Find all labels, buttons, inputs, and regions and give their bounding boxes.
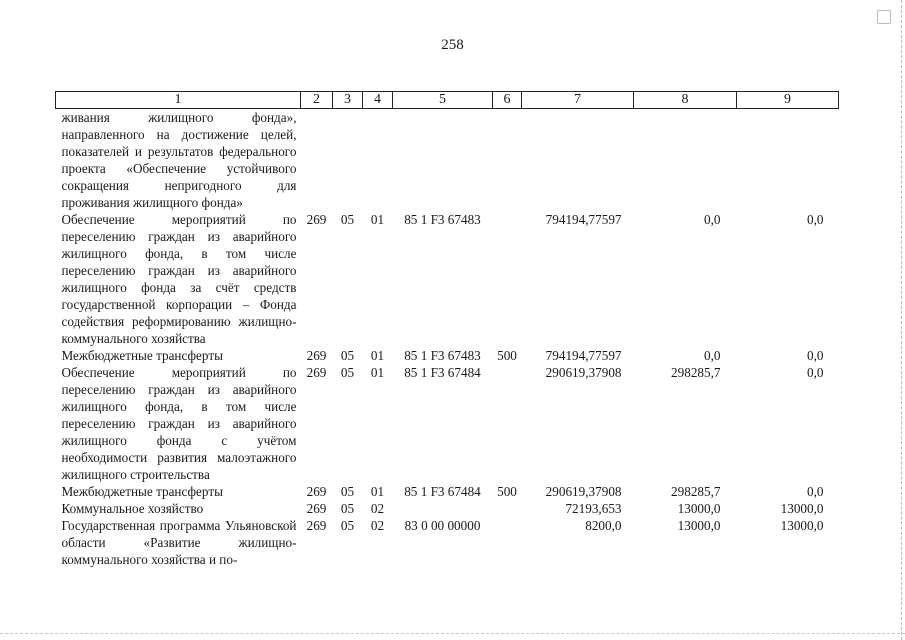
- column-header: 3: [333, 92, 363, 109]
- cell-section: 05: [340, 348, 355, 363]
- cell-amount-col8: 298285,7: [671, 484, 721, 499]
- cell-amount-col7: 290619,37908: [545, 365, 622, 380]
- cell-amount-col9: [737, 109, 839, 212]
- cell-subsection: 01: [370, 348, 385, 363]
- table-row: [56, 347, 839, 364]
- table-row: [56, 109, 839, 212]
- cell-amount-col8: 0,0: [704, 348, 721, 363]
- column-header: 9: [737, 92, 839, 109]
- cell-expense-type: [493, 364, 522, 483]
- cell-subsection: 02: [370, 501, 385, 516]
- cell-amount-col9: 13000,0: [780, 518, 824, 533]
- row-description: Межбюджетные трансферты: [61, 348, 223, 363]
- cell-amount-col7: 794194,77597: [545, 212, 622, 227]
- cell-amount-col7: 290619,37908: [545, 484, 622, 499]
- cell-section: [333, 109, 363, 212]
- cell-admin-code: 269: [306, 518, 327, 533]
- cell-amount-col8: 13000,0: [677, 518, 721, 533]
- cell-section: 05: [340, 501, 355, 516]
- cell-amount-col7: [522, 109, 634, 212]
- scan-edge-right: [901, 0, 902, 640]
- table-row: [56, 364, 839, 483]
- column-header: 2: [301, 92, 333, 109]
- cell-expense-type: 500: [497, 348, 517, 363]
- table-row: [56, 517, 839, 568]
- cell-target-article: 85 1 F3 67483: [404, 348, 481, 363]
- row-description: Обеспечение мероприятий по переселению граждан из аварийного жилищного фонда, в том числе переселению граждан из аварийного жилищного фонда с учётом необходимости развития малоэтажного жилищного строительства: [61, 365, 297, 482]
- cell-section: 05: [340, 212, 355, 227]
- cell-amount-col9: 0,0: [807, 348, 824, 363]
- cell-amount-col7: 794194,77597: [545, 348, 622, 363]
- cell-amount-col7: 8200,0: [585, 518, 622, 533]
- cell-target-article: 85 1 F3 67484: [404, 365, 481, 380]
- row-description: живания жилищного фонда», направленного на достижение целей, показателей и результатов федерального проекта «Обеспечение устойчивого сокращения непригодного для проживания жилищного фонда»: [61, 110, 297, 210]
- row-description: Государственная программа Ульяновской области «Развитие жилищно-коммунального хозяйства и по-: [61, 518, 297, 567]
- cell-section: 05: [340, 484, 355, 499]
- cell-amount-col8: 13000,0: [677, 501, 721, 516]
- cell-expense-type: [493, 500, 522, 517]
- page-number: 258: [441, 37, 464, 53]
- cell-subsection: 01: [370, 365, 385, 380]
- column-header: 1: [56, 92, 301, 109]
- cell-section: 05: [340, 518, 355, 533]
- cell-expense-type: [493, 517, 522, 568]
- cell-admin-code: 269: [306, 484, 327, 499]
- cell-target-article: [393, 109, 493, 212]
- scan-corner-mark: [877, 10, 891, 24]
- column-header: 7: [522, 92, 634, 109]
- cell-subsection: 01: [370, 212, 385, 227]
- cell-subsection: [363, 109, 393, 212]
- cell-expense-type: [493, 109, 522, 212]
- table-row: [56, 211, 839, 347]
- column-header: 6: [493, 92, 522, 109]
- cell-admin-code: 269: [306, 365, 327, 380]
- cell-amount-col9: 0,0: [807, 212, 824, 227]
- cell-admin-code: 269: [306, 348, 327, 363]
- column-header: 5: [393, 92, 493, 109]
- cell-amount-col8: [634, 109, 737, 212]
- cell-amount-col7: 72193,653: [565, 501, 622, 516]
- cell-target-article: 85 1 F3 67484: [404, 484, 481, 499]
- cell-subsection: 01: [370, 484, 385, 499]
- row-description: Коммунальное хозяйство: [61, 501, 204, 516]
- cell-target-article: 83 0 00 00000: [404, 518, 481, 533]
- column-header: 8: [634, 92, 737, 109]
- cell-target-article: [393, 500, 493, 517]
- column-header: 4: [363, 92, 393, 109]
- cell-amount-col9: 0,0: [807, 365, 824, 380]
- cell-target-article: 85 1 F3 67483: [404, 212, 481, 227]
- cell-expense-type: 500: [497, 484, 517, 499]
- scan-edge-bottom: [0, 633, 905, 634]
- cell-admin-code: 269: [306, 212, 327, 227]
- cell-admin-code: [301, 109, 333, 212]
- cell-section: 05: [340, 365, 355, 380]
- row-description: Межбюджетные трансферты: [61, 484, 223, 499]
- cell-expense-type: [493, 211, 522, 347]
- table-row: [56, 483, 839, 500]
- table-row: [56, 500, 839, 517]
- cell-amount-col9: 13000,0: [780, 501, 824, 516]
- budget-table: [55, 91, 839, 568]
- row-description: Обеспечение мероприятий по переселению граждан из аварийного жилищного фонда, в том числе переселению граждан из аварийного жилищного фонда за счёт средств государственной корпорации – Фонда содействия реформированию жилищно-коммунального хозяйства: [61, 212, 297, 346]
- cell-admin-code: 269: [306, 501, 327, 516]
- table-header-row: [56, 92, 839, 109]
- cell-amount-col8: 298285,7: [671, 365, 721, 380]
- cell-subsection: 02: [370, 518, 385, 533]
- cell-amount-col8: 0,0: [704, 212, 721, 227]
- cell-amount-col9: 0,0: [807, 484, 824, 499]
